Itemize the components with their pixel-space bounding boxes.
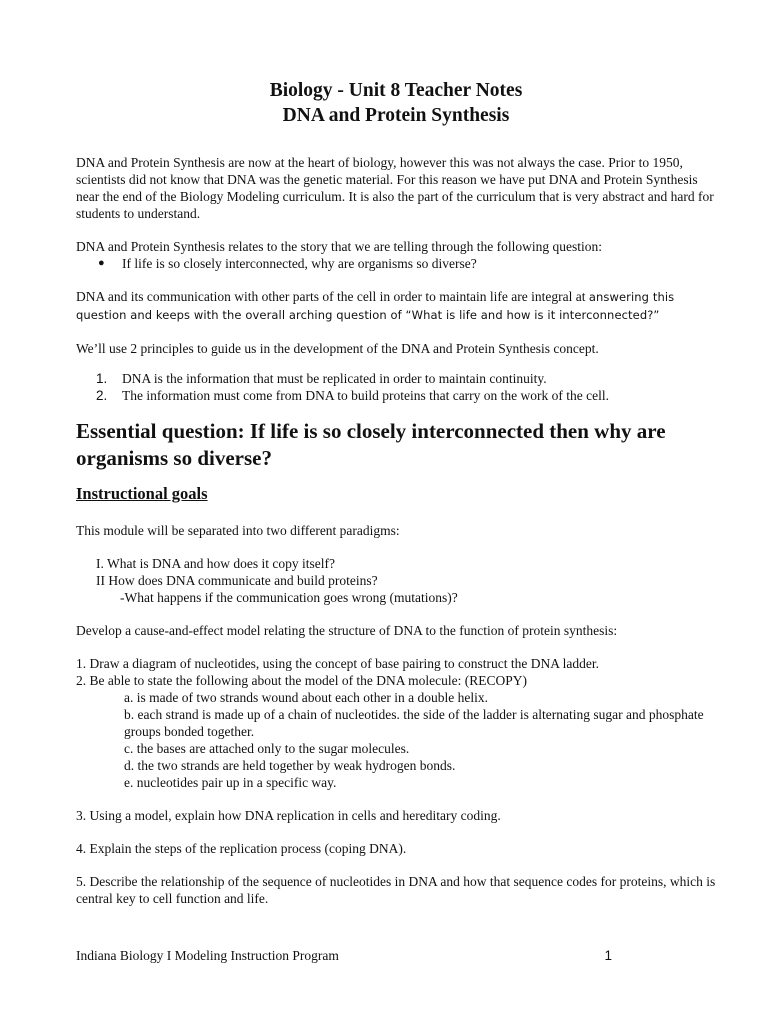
communication-text: DNA and its communication with other parts of the cell in order to maintain life are integral at [76, 289, 589, 304]
footer-program-name: Indiana Biology I Modeling Instruction Program [76, 948, 339, 963]
paradigm-item-1: I. What is DNA and how does it copy itself? [96, 556, 335, 571]
goal-2-subitem: d. the two strands are held together by weak hydrogen bonds. [124, 758, 456, 773]
principle-number: 2. [96, 388, 108, 403]
page-footer [76, 947, 612, 964]
goal-list [76, 655, 716, 791]
essential-question-heading: Essential question: If life is so closely interconnected then why are organisms so diverse? [76, 419, 666, 470]
principle-number: 1. [96, 371, 108, 386]
goal-2-subitem: b. each strand is made up of a chain of nucleotides. the side of the ladder is alternating sugar and phosphate groups bonded together. [124, 707, 704, 739]
goal-item-4: 4. Explain the steps of the replication process (coping DNA). [76, 841, 407, 856]
principles-list [76, 370, 716, 404]
communication-paragraph [76, 288, 716, 324]
module-intro: This module will be separated into two different paradigms: [76, 523, 400, 538]
goal-2-subitem: c. the bases are attached only to the sugar molecules. [124, 741, 410, 756]
principle-item [76, 387, 716, 404]
document-title [76, 78, 716, 128]
goal-2-subitem: a. is made of two strands wound about each other in a double helix. [124, 690, 489, 705]
goal-item-2: 2. Be able to state the following about the model of the DNA molecule: (RECOPY) [76, 673, 528, 688]
question-bullet [76, 255, 716, 272]
page-number: 1 [604, 948, 612, 963]
principle-text: DNA is the information that must be replicated in order to maintain continuity. [122, 371, 547, 386]
communication-text-continued: answering this question and keeps with the overall arching question of “What is life and how is it interconnected?” [76, 290, 675, 322]
title-line-1: Biology - Unit 8 Teacher Notes [269, 80, 523, 101]
document-page [76, 78, 716, 907]
intro-paragraph: DNA and Protein Synthesis are now at the heart of biology, however this was not always the case. Prior to 1950, scientists did not know that DNA was the genetic material. For this reason we have put DNA and Protein Synthesis near the end of the Biology Modeling curriculum. It is also the part of the curriculum that is very abstract and hard for students to understand. [76, 155, 714, 221]
bullet-text: If life is so closely interconnected, why are organisms so diverse? [122, 256, 477, 271]
goal-item-3: 3. Using a model, explain how DNA replication in cells and hereditary coding. [76, 808, 501, 823]
goal-item-1: 1. Draw a diagram of nucleotides, using the concept of base pairing to construct the DNA ladder. [76, 656, 599, 671]
instructional-goals-heading: Instructional goals [76, 484, 208, 503]
principle-item [76, 370, 716, 387]
goal-item-5: 5. Describe the relationship of the sequence of nucleotides in DNA and how that sequence codes for proteins, which is central key to cell function and life. [76, 874, 716, 906]
bullet-icon: ● [98, 257, 105, 269]
paradigm-item-2-sub: -What happens if the communication goes wrong (mutations)? [120, 590, 458, 605]
paradigm-item-2: II How does DNA communicate and build proteins? [96, 573, 378, 588]
principles-intro: We’ll use 2 principles to guide us in the development of the DNA and Protein Synthesis concept. [76, 341, 599, 356]
goal-2-subitem: e. nucleotides pair up in a specific way. [124, 775, 337, 790]
develop-paragraph: Develop a cause-and-effect model relating the structure of DNA to the function of protein synthesis: [76, 623, 618, 638]
principle-text: The information must come from DNA to build proteins that carry on the work of the cell. [122, 388, 610, 403]
story-paragraph: DNA and Protein Synthesis relates to the story that we are telling through the following question: [76, 239, 603, 254]
paradigm-list [76, 555, 716, 606]
title-line-2: DNA and Protein Synthesis [282, 105, 510, 126]
